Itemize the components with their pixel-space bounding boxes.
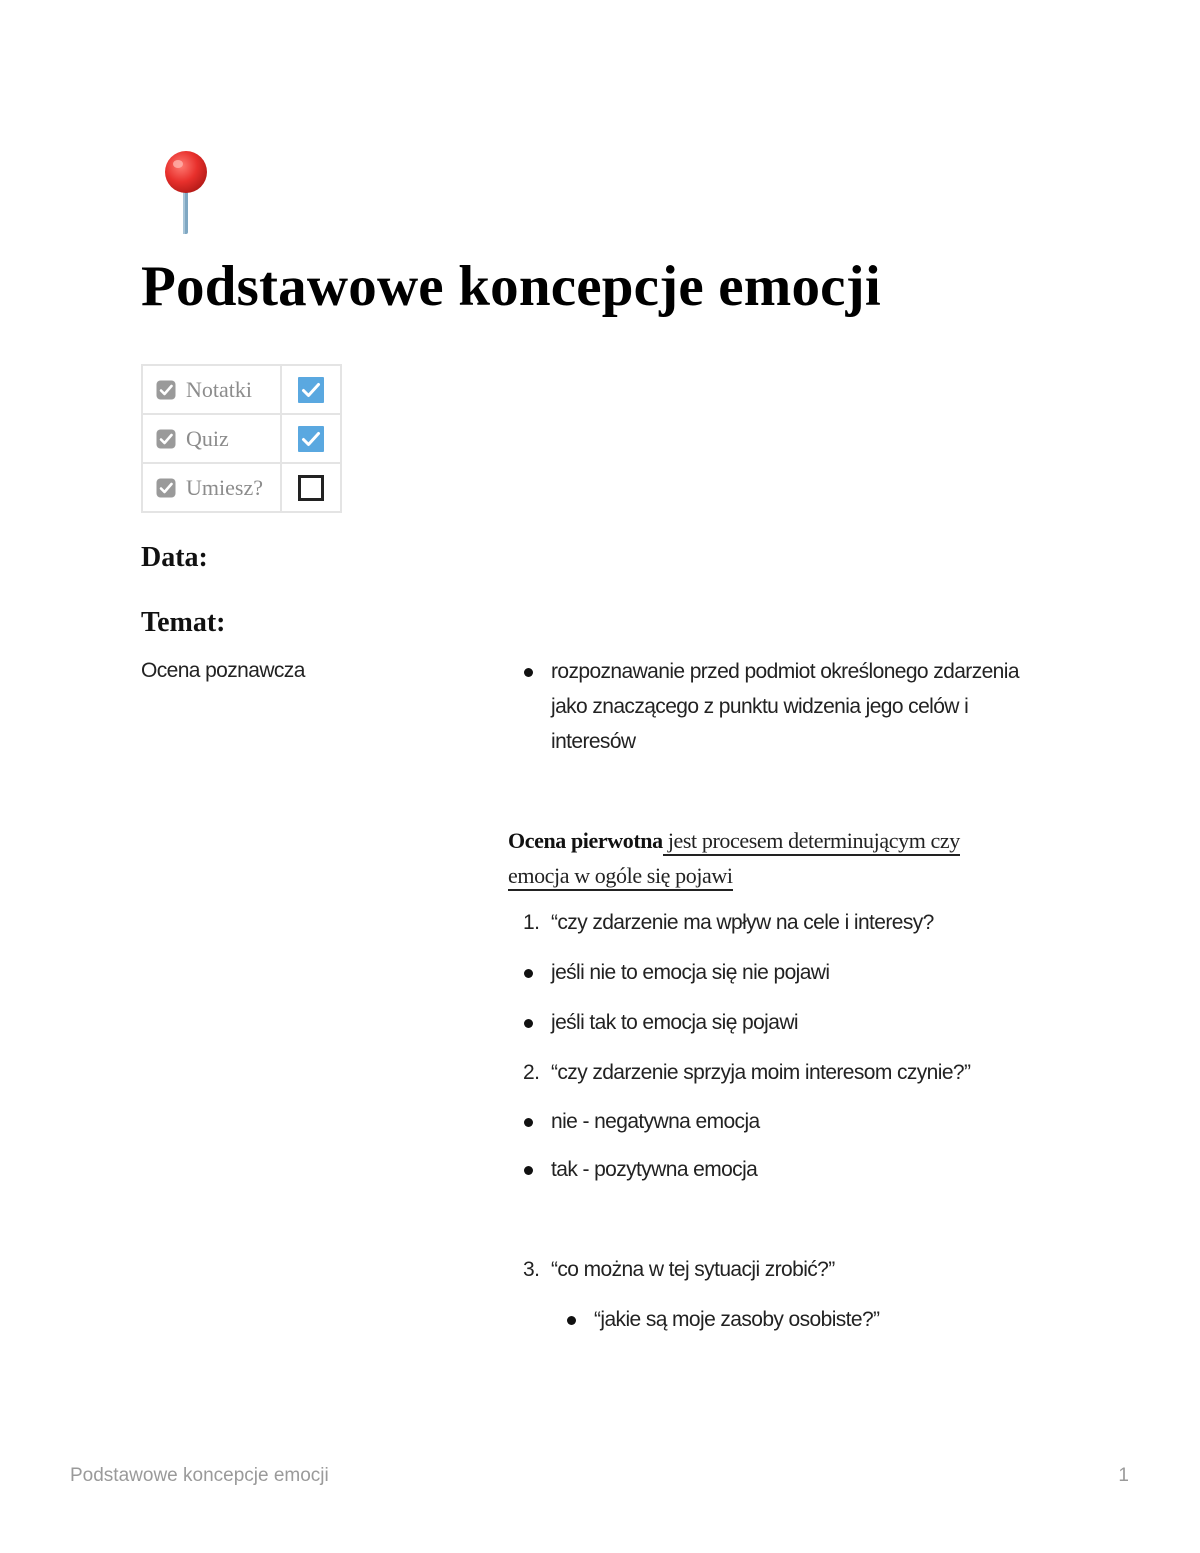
item-number: 3.: [523, 1258, 540, 1281]
answer-text: jeśli tak to emocja się pojawi: [551, 1011, 798, 1034]
bullet-dot: [524, 1166, 533, 1175]
bullet-dot: [567, 1316, 576, 1325]
property-value-cell: [281, 463, 341, 512]
bullet-dot: [524, 1118, 533, 1127]
bullet-dot: [524, 969, 533, 978]
term-ocena-poznawcza: Ocena poznawcza: [141, 659, 305, 682]
heading-temat: Temat:: [141, 607, 226, 638]
bullet-dot: [524, 668, 533, 677]
question-text: “czy zdarzenie sprzyja moim interesom czynie?”: [551, 1061, 971, 1084]
checked-checkbox-icon[interactable]: [298, 426, 324, 452]
answer-text: “jakie są moje zasoby osobiste?”: [594, 1308, 880, 1331]
list-item: [508, 1104, 1068, 1139]
heading-data: Data:: [141, 542, 208, 573]
property-name-cell: [142, 414, 281, 463]
checked-checkbox-icon[interactable]: [298, 377, 324, 403]
definition-line-3: interesów: [551, 730, 636, 753]
numbered-item-2: [508, 1055, 1068, 1090]
checkbox-property-icon: [155, 379, 177, 401]
property-value-cell: [281, 365, 341, 414]
list-item: [508, 1152, 1068, 1187]
list-item: [508, 1005, 1068, 1040]
answer-text: nie - negatywna emocja: [551, 1110, 760, 1133]
answer-text: tak - pozytywna emocja: [551, 1158, 758, 1181]
page-title: Podstawowe koncepcje emocji: [141, 255, 881, 318]
footer-page-number: 1: [1118, 1465, 1129, 1486]
primary-appraisal-underlined-2: emocja w ogóle się pojawi: [508, 863, 733, 891]
property-value-cell: [281, 414, 341, 463]
primary-appraisal-paragraph: [508, 823, 1048, 893]
footer-document-title: Podstawowe koncepcje emocji: [70, 1465, 329, 1486]
definition-line-2: jako znaczącego z punktu widzenia jego celów i: [551, 695, 969, 718]
property-name-cell: [142, 365, 281, 414]
numbered-item-1: [508, 905, 1068, 940]
item-number: 2.: [523, 1061, 540, 1084]
definition-line-1: rozpoznawanie przed podmiot określonego zdarzenia: [551, 660, 1019, 683]
property-label: Notatki: [186, 376, 252, 402]
properties-table: [141, 364, 342, 513]
primary-appraisal-underlined-1: jest procesem determinującym czy: [663, 828, 960, 856]
unchecked-checkbox-icon[interactable]: [298, 475, 324, 501]
round-pushpin-icon: [160, 150, 212, 236]
list-item: [508, 955, 1068, 990]
checkbox-property-icon: [155, 477, 177, 499]
question-text: “co można w tej sytuacji zrobić?”: [551, 1258, 835, 1281]
item-number: 1.: [523, 911, 540, 934]
bullet-dot: [524, 1019, 533, 1028]
answer-text: jeśli nie to emocja się nie pojawi: [551, 961, 830, 984]
property-row-umiesz: [142, 463, 341, 512]
property-name-cell: [142, 463, 281, 512]
definition-bullet: [508, 654, 1068, 759]
property-row-quiz: [142, 414, 341, 463]
property-label: Umiesz?: [186, 474, 263, 500]
property-label: Quiz: [186, 425, 229, 451]
numbered-item-3: [508, 1252, 1068, 1287]
primary-appraisal-term: Ocena pierwotna: [508, 828, 663, 853]
list-item: [551, 1302, 1051, 1337]
question-text: “czy zdarzenie ma wpływ na cele i interesy?: [551, 911, 934, 934]
checkbox-property-icon: [155, 428, 177, 450]
property-row-notatki: [142, 365, 341, 414]
